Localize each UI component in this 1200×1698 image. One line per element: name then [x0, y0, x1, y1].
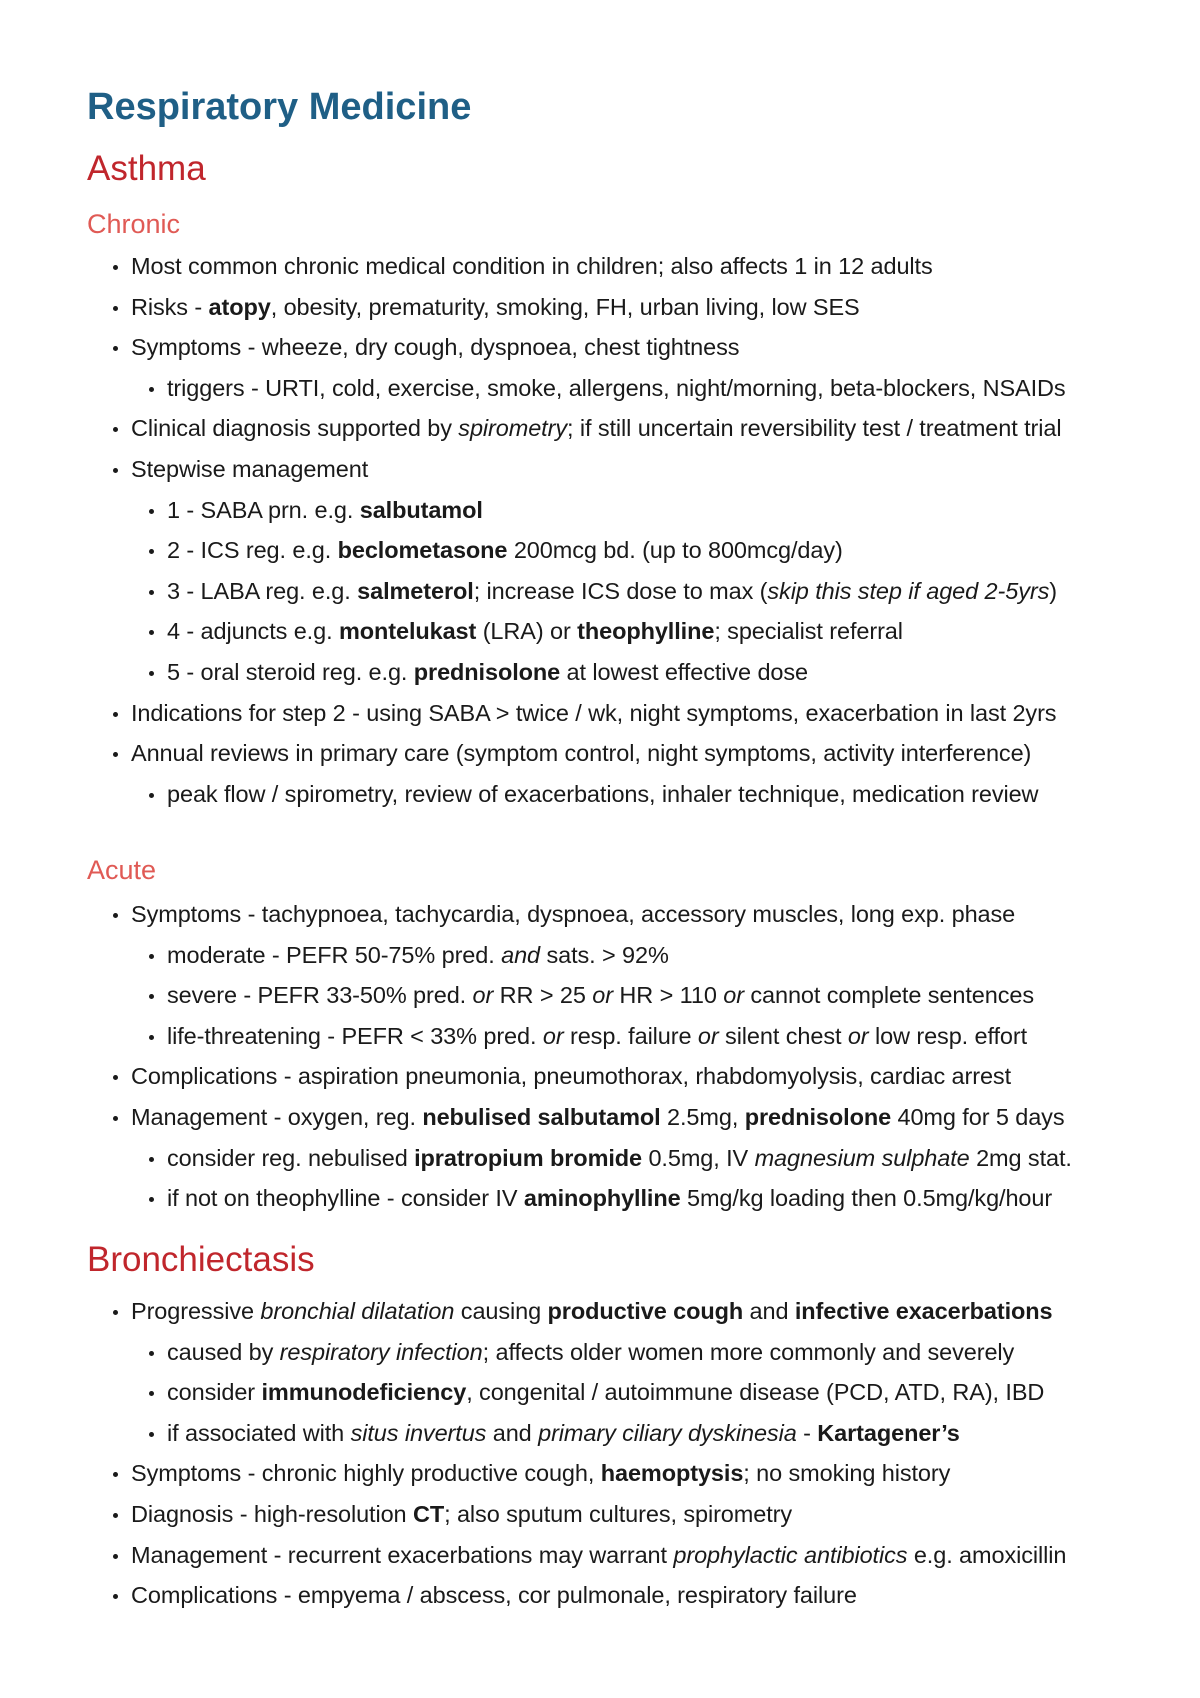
subsection-heading-chronic: Chronic	[87, 209, 181, 239]
list-item: if not on theophylline - consider IV aminophylline 5mg/kg loading then 0.5mg/kg/hour	[87, 1178, 1072, 1219]
list-item: moderate - PEFR 50-75% pred. and sats. > 92%	[87, 935, 1072, 976]
list-item: Stepwise management	[87, 449, 1066, 490]
page-title: Respiratory Medicine	[87, 86, 472, 128]
list-item: Indications for step 2 - using SABA > twice / wk, night symptoms, exacerbation in last 2yrs	[87, 693, 1066, 734]
list-item: 5 - oral steroid reg. e.g. prednisolone at lowest effective dose	[87, 652, 1066, 693]
list-item: caused by respiratory infection; affects older women more commonly and severely	[87, 1332, 1066, 1373]
list-item: if associated with situs invertus and primary ciliary dyskinesia - Kartagener’s	[87, 1413, 1066, 1454]
acute-list	[87, 894, 1072, 1219]
list-item: 1 - SABA prn. e.g. salbutamol	[87, 490, 1066, 531]
list-item: Most common chronic medical condition in children; also affects 1 in 12 adults	[87, 246, 1066, 287]
list-item: severe - PEFR 33-50% pred. or RR > 25 or HR > 110 or cannot complete sentences	[87, 975, 1072, 1016]
list-item: Symptoms - tachypnoea, tachycardia, dyspnoea, accessory muscles, long exp. phase	[87, 894, 1072, 935]
list-item: Clinical diagnosis supported by spirometry; if still uncertain reversibility test / treatment trial	[87, 408, 1066, 449]
list-item: peak flow / spirometry, review of exacerbations, inhaler technique, medication review	[87, 774, 1066, 815]
chronic-list	[87, 246, 1066, 814]
list-item: Management - recurrent exacerbations may warrant prophylactic antibiotics e.g. amoxicillin	[87, 1535, 1066, 1576]
list-item: 4 - adjuncts e.g. montelukast (LRA) or theophylline; specialist referral	[87, 611, 1066, 652]
section-heading-asthma: Asthma	[87, 149, 206, 188]
section-heading-bronchiectasis: Bronchiectasis	[87, 1240, 315, 1279]
list-item: Diagnosis - high-resolution CT; also sputum cultures, spirometry	[87, 1494, 1066, 1535]
list-item: consider immunodeficiency, congenital / autoimmune disease (PCD, ATD, RA), IBD	[87, 1372, 1066, 1413]
bronchiectasis-list	[87, 1291, 1066, 1616]
list-item: Risks - atopy, obesity, prematurity, smoking, FH, urban living, low SES	[87, 287, 1066, 328]
list-item: triggers - URTI, cold, exercise, smoke, allergens, night/morning, beta-blockers, NSAIDs	[87, 368, 1066, 409]
list-item: life-threatening - PEFR < 33% pred. or resp. failure or silent chest or low resp. effort	[87, 1016, 1072, 1057]
list-item: 3 - LABA reg. e.g. salmeterol; increase ICS dose to max (skip this step if aged 2-5yrs)	[87, 571, 1066, 612]
list-item: Management - oxygen, reg. nebulised salbutamol 2.5mg, prednisolone 40mg for 5 days	[87, 1097, 1072, 1138]
list-item: Symptoms - chronic highly productive cough, haemoptysis; no smoking history	[87, 1453, 1066, 1494]
list-item: consider reg. nebulised ipratropium bromide 0.5mg, IV magnesium sulphate 2mg stat.	[87, 1138, 1072, 1179]
subsection-heading-acute: Acute	[87, 855, 157, 885]
list-item: Complications - empyema / abscess, cor pulmonale, respiratory failure	[87, 1575, 1066, 1616]
list-item: Symptoms - wheeze, dry cough, dyspnoea, chest tightness	[87, 327, 1066, 368]
list-item: Progressive bronchial dilatation causing productive cough and infective exacerbations	[87, 1291, 1066, 1332]
list-item: 2 - ICS reg. e.g. beclometasone 200mcg bd. (up to 800mcg/day)	[87, 530, 1066, 571]
list-item: Annual reviews in primary care (symptom control, night symptoms, activity interference)	[87, 733, 1066, 774]
list-item: Complications - aspiration pneumonia, pneumothorax, rhabdomyolysis, cardiac arrest	[87, 1056, 1072, 1097]
